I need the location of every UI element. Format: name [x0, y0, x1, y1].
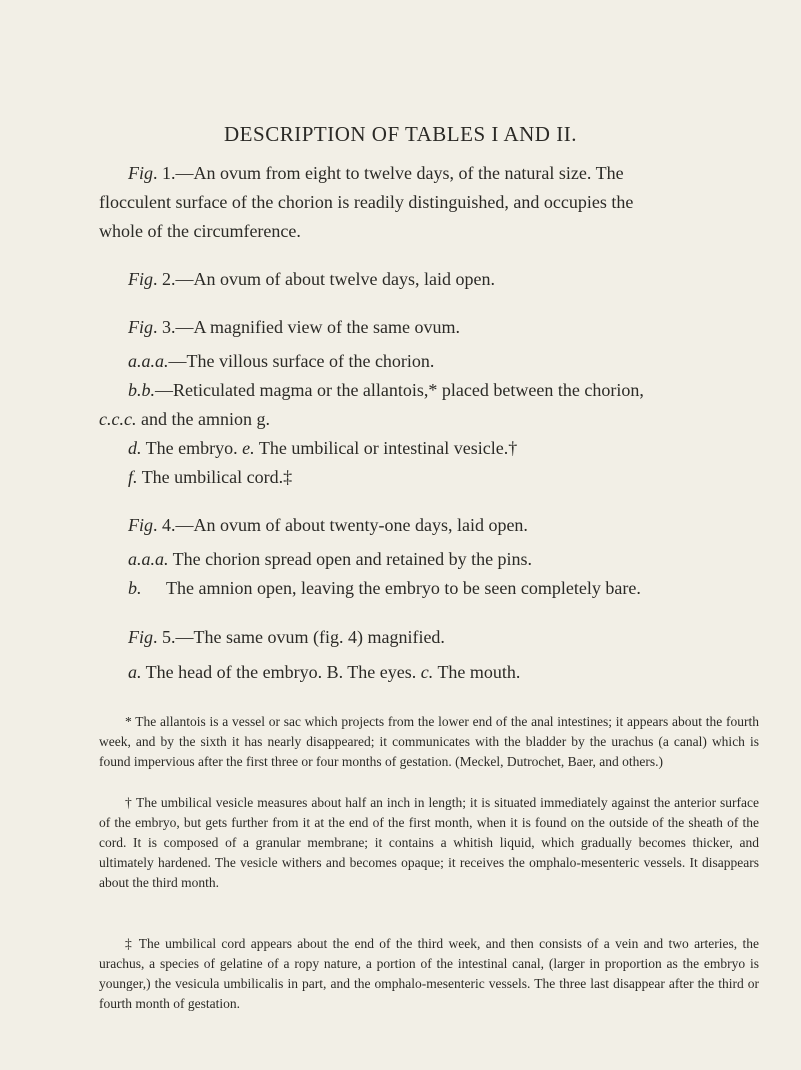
fig3-cc	[99, 408, 270, 430]
fig5-label: Fig	[128, 627, 153, 647]
fig1-line3: whole of the circumference.	[99, 221, 301, 241]
fig5-c-text: The mouth.	[433, 662, 521, 682]
fig3-e-text: The umbilical or intestinal vesicle.†	[254, 438, 518, 458]
footnote-umbilical-vesicle: † The umbilical vesicle measures about half an inch in length; it is situated immediately against the anterior surface of the embryo, but gets further from it at the end of the first month, when it is found on the outside of the sheath of the cord. It is composed of a granular membrane; it contains a whitish liquid, which gradually becomes thicker, and ultimately hardened. The vesicle withers and becomes opaque; it receives the omphalo-mesenteric vessels. It disappears about the third month.	[99, 795, 759, 890]
fig3-aaa-label: a.a.a.	[128, 351, 169, 371]
fig4-label: Fig	[128, 515, 153, 535]
fig3-f-label: f.	[128, 467, 138, 487]
fig3-text: . 3.—A magnified view of the same ovum.	[153, 317, 460, 337]
fig4-aa	[128, 548, 532, 570]
fig3-label: Fig	[128, 317, 153, 337]
fig3-bb-label: b.b.	[128, 380, 155, 400]
fig2-text: . 2.—An ovum of about twelve days, laid open.	[153, 269, 495, 289]
fig3-f-text: The umbilical cord.‡	[137, 467, 293, 487]
fig4-line	[128, 514, 528, 536]
fig2-line	[128, 268, 495, 290]
fig5-text: . 5.—The same ovum (fig. 4) magnified.	[153, 627, 445, 647]
fig3-d-label: d.	[128, 438, 142, 458]
fig1-line1	[128, 162, 624, 184]
fig4-aa-text: The chorion spread open and retained by the pins.	[168, 549, 533, 569]
fig3-bb-text: —Reticulated magma or the allantois,* placed between the chorion,	[155, 380, 644, 400]
fig3-line	[128, 316, 460, 338]
fig5-a-c	[128, 661, 520, 683]
fig5-c-label: c.	[420, 662, 434, 682]
fig3-aaa-text: —The villous surface of the chorion.	[168, 351, 435, 371]
fig3-f	[128, 466, 292, 488]
fig3-aaa	[128, 350, 434, 372]
fig5-a-text: The head of the embryo. B. The eyes.	[141, 662, 421, 682]
fig4-b-text: The amnion open, leaving the embryo to be seen completely bare.	[166, 578, 641, 598]
fig4-b	[128, 577, 641, 599]
fig3-cc-label: c.c.c.	[99, 409, 137, 429]
fig1-line2: flocculent surface of the chorion is readily distinguished, and occupies the	[99, 192, 634, 212]
fig5-a-label: a.	[128, 662, 142, 682]
fig2-label: Fig	[128, 269, 153, 289]
fig3-d-text: The embryo.	[141, 438, 243, 458]
fig5-line	[128, 626, 445, 648]
fig3-cc-text: and the amnion g.	[136, 409, 270, 429]
fig3-e-label: e.	[242, 438, 255, 458]
footnote-umbilical-cord: ‡ The umbilical cord appears about the end of the third week, and then consists of a vein and two arteries, the urachus, a species of gelatine of a ropy nature, a portion of the intestinal canal, (larger in proportion as the embryo is younger,) the vesicula umbilicalis in part, and the omphalo-mesenteric vessels. The three last disappear after the third or fourth month of gestation.	[99, 936, 759, 1011]
fig1-label: Fig	[128, 163, 153, 183]
fig3-d-e	[128, 437, 517, 459]
fig3-bb	[128, 379, 644, 401]
fig4-text: . 4.—An ovum of about twenty-one days, laid open.	[153, 515, 528, 535]
fig4-aa-label: a.a.a.	[128, 549, 169, 569]
page-title: DESCRIPTION OF TABLES I AND II.	[224, 122, 577, 146]
fig4-b-label: b.	[128, 578, 142, 598]
footnote-allantois: * The allantois is a vessel or sac which projects from the lower end of the anal intestines; it appears about the fourth week, and by the sixth it has nearly disappeared; it communicates with the bladder by the urachus (a canal) which is found impervious after the first three or four months of gestation. (Meckel, Dutrochet, Baer, and others.)	[99, 714, 759, 769]
fig1-text1: . 1.—An ovum from eight to twelve days, of the natural size. The	[153, 163, 624, 183]
